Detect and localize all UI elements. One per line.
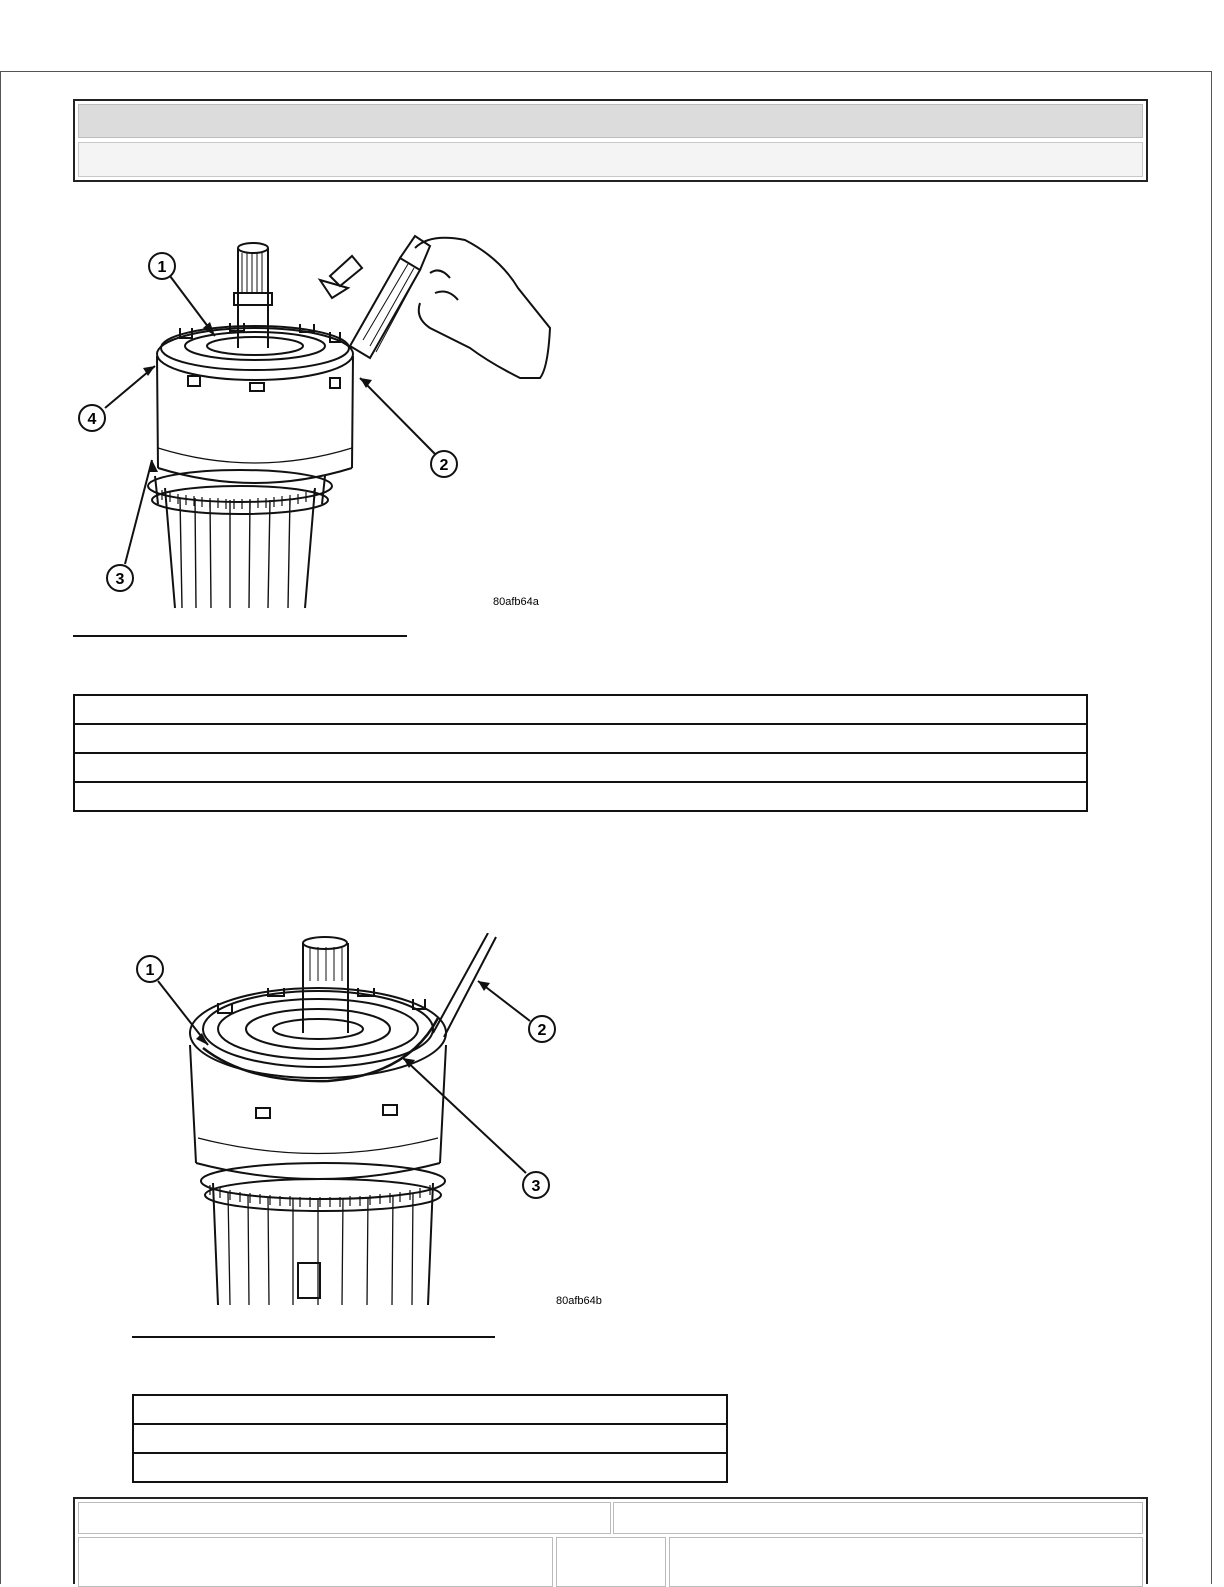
figure-1-callout-1: 1	[157, 259, 167, 276]
figure-2-caption-rule	[132, 1336, 495, 1338]
legend-2-row-1	[133, 1395, 727, 1424]
legend-2-row-3	[133, 1453, 727, 1482]
figure-2-callout-3: 3	[531, 1178, 541, 1195]
figure-1-caption-rule	[73, 635, 407, 637]
header-subtitle	[78, 142, 1143, 177]
figure-2-code: 80afb64b	[556, 1295, 602, 1307]
figure-1-illustration	[70, 228, 560, 613]
figure-1-callout-2: 2	[439, 457, 449, 474]
legend-1-row-4	[74, 782, 1087, 811]
footer-right-top-cell	[613, 1502, 1143, 1534]
figure-1-callout-4: 4	[87, 411, 97, 428]
footer-right-cell	[669, 1537, 1143, 1587]
figure-1-code: 80afb64a	[493, 596, 539, 608]
legend-1-row-2	[74, 724, 1087, 753]
figure-2-callout-1: 1	[145, 962, 155, 979]
header-title	[78, 104, 1143, 138]
figure-1-legend-table	[73, 694, 1088, 812]
figure-2-callout-2: 2	[537, 1022, 547, 1039]
figure-2-legend-table	[132, 1394, 728, 1483]
legend-2-row-2	[133, 1424, 727, 1453]
figure-1-callout-3: 3	[115, 571, 125, 588]
footer-left-top-cell	[78, 1502, 611, 1534]
footer-link-cell	[78, 1537, 553, 1587]
legend-1-row-1	[74, 695, 1087, 724]
figure-2	[128, 933, 618, 1313]
figure-2-illustration	[128, 933, 618, 1313]
document-header	[73, 99, 1148, 182]
legend-1-row-3	[74, 753, 1087, 782]
footer-mid-cell	[556, 1537, 666, 1587]
page-footer	[73, 1497, 1148, 1584]
figure-1	[70, 228, 560, 613]
